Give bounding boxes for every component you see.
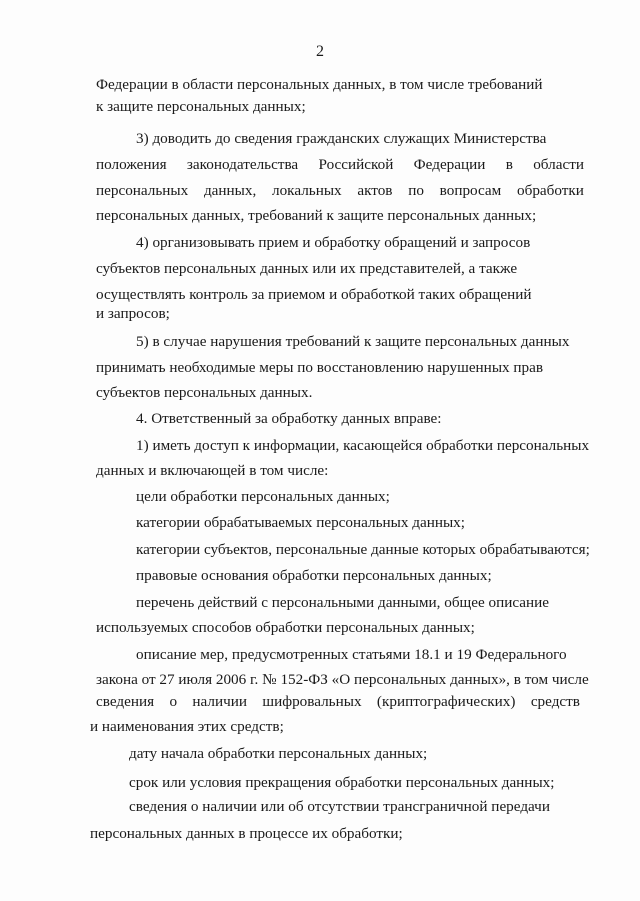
- text-line: срок или условия прекращения обработки персональных данных;: [129, 774, 555, 791]
- text-line: цели обработки персональных данных;: [136, 488, 390, 505]
- word: (криптографических): [376, 693, 516, 710]
- word: средств: [530, 693, 580, 710]
- word: вопросам: [439, 182, 502, 199]
- text-line: используемых способов обработки персональных данных;: [96, 619, 475, 636]
- text-line: осуществлять контроль за приемом и обработкой таких обращений: [96, 286, 532, 303]
- word: области: [533, 156, 584, 173]
- word: Российской: [318, 156, 394, 173]
- text-line: данных и включающей в том числе:: [96, 462, 329, 479]
- word: о: [169, 693, 178, 710]
- text-line: описание мер, предусмотренных статьями 18.1 и 19 Федерального: [136, 646, 567, 663]
- word: законодательства: [186, 156, 299, 173]
- text-line: и наименования этих средств;: [90, 718, 284, 735]
- word: шифровальных: [262, 693, 362, 710]
- word: актов: [357, 182, 393, 199]
- word: обработки: [517, 182, 584, 199]
- word: сведения: [96, 693, 155, 710]
- word: персональных: [96, 182, 189, 199]
- text-line: 5) в случае нарушения требований к защите персональных данных: [136, 333, 570, 350]
- word: данных,: [203, 182, 257, 199]
- text-line: и запросов;: [96, 305, 170, 322]
- text-line: [96, 181, 584, 201]
- text-line: [96, 155, 584, 175]
- text-line: 3) доводить до сведения гражданских служащих Министерства: [136, 130, 547, 147]
- text-line: правовые основания обработки персональных данных;: [136, 567, 492, 584]
- text-line: 4. Ответственный за обработку данных вправе:: [136, 410, 442, 427]
- page-number: 2: [316, 43, 324, 60]
- text-line: [96, 692, 580, 712]
- text-line: закона от 27 июля 2006 г. № 152-ФЗ «О персональных данных», в том числе: [96, 671, 589, 688]
- text-line: персональных данных в процессе их обработки;: [90, 825, 403, 842]
- text-line: Федерации в области персональных данных, в том числе требований: [96, 76, 543, 93]
- text-line: субъектов персональных данных.: [96, 384, 313, 401]
- text-line: сведения о наличии или об отсутствии трансграничной передачи: [129, 798, 550, 815]
- text-line: 1) иметь доступ к информации, касающейся обработки персональных: [136, 437, 590, 454]
- word: положения: [96, 156, 167, 173]
- text-line: категории субъектов, персональные данные которых обрабатываются;: [136, 541, 590, 558]
- word: локальных: [272, 182, 342, 199]
- text-line: перечень действий с персональными данными, общее описание: [136, 594, 550, 611]
- word: по: [408, 182, 424, 199]
- word: в: [505, 156, 513, 173]
- text-line: субъектов персональных данных или их представителей, а также: [96, 260, 518, 277]
- text-line: принимать необходимые меры по восстановлению нарушенных прав: [96, 359, 544, 376]
- word: наличии: [192, 693, 248, 710]
- text-line: категории обрабатываемых персональных данных;: [136, 514, 465, 531]
- word: Федерации: [413, 156, 486, 173]
- text-line: персональных данных, требований к защите персональных данных;: [96, 207, 537, 224]
- text-line: дату начала обработки персональных данных;: [129, 745, 428, 762]
- text-line: 4) организовывать прием и обработку обращений и запросов: [136, 234, 531, 251]
- text-line: к защите персональных данных;: [96, 98, 306, 115]
